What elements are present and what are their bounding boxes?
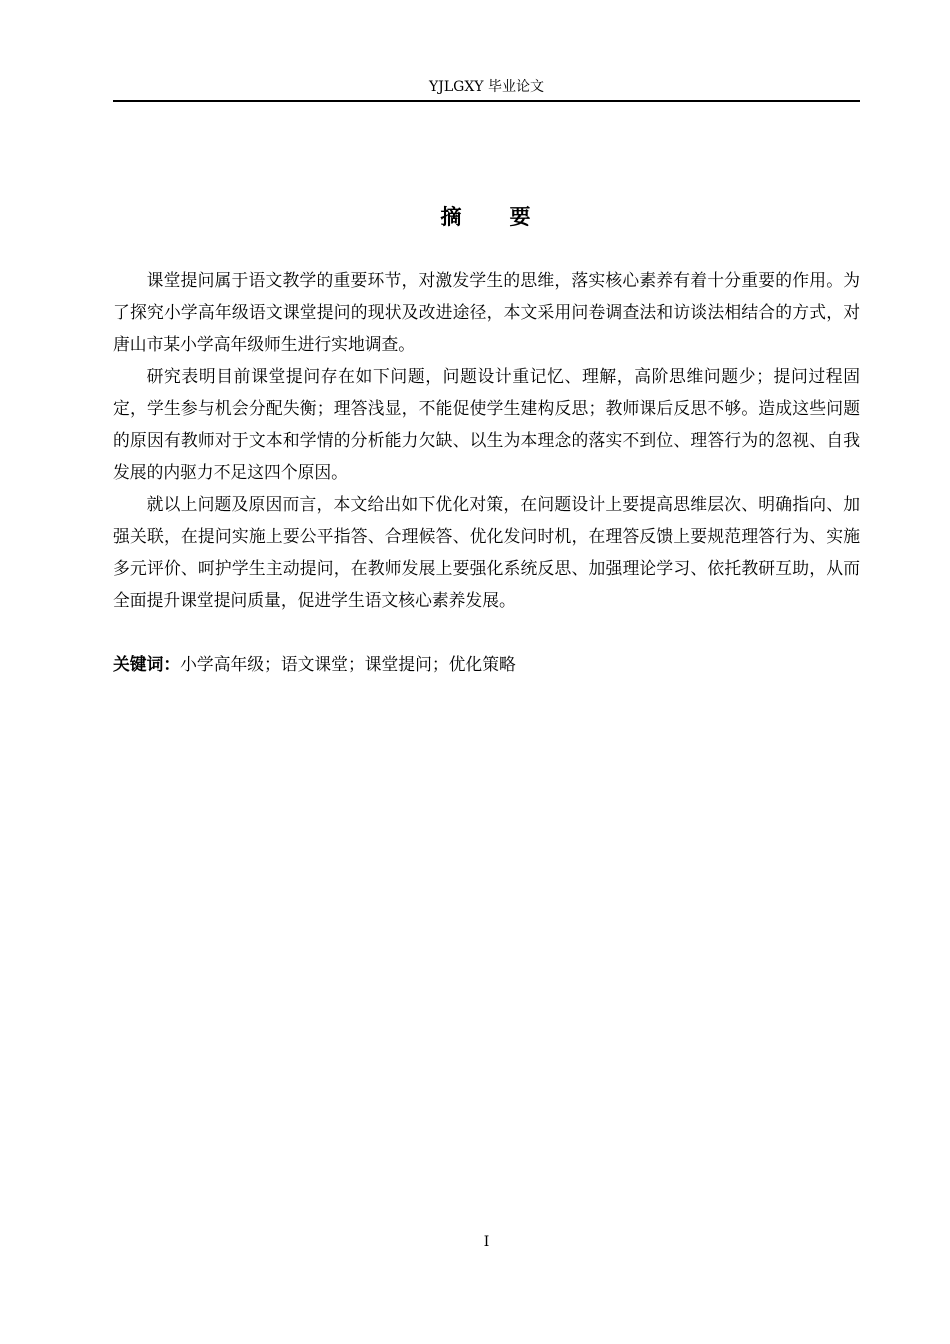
running-header: YJLGXY 毕业论文 xyxy=(429,79,544,95)
keywords-label: 关键词： xyxy=(113,654,181,674)
abstract-body xyxy=(113,264,860,616)
page-number: I xyxy=(483,1234,490,1250)
abstract-title: 摘 要 xyxy=(440,205,533,229)
abstract-paragraph-1: 课堂提问属于语文教学的重要环节，对激发学生的思维，落实核心素养有着十分重要的作用。为了探究小学高年级语文课堂提问的现状及改进途径，本文采用问卷调查法和访谈法相结合的方式，对唐山市某小学高年级师生进行实地调查。 xyxy=(113,270,860,354)
abstract-paragraph-2: 研究表明目前课堂提问存在如下问题，问题设计重记忆、理解，高阶思维问题少；提问过程固定，学生参与机会分配失衡；理答浅显，不能促使学生建构反思；教师课后反思不够。造成这些问题的原因有教师对于文本和学情的分析能力欠缺、以生为本理念的落实不到位、理答行为的忽视、自我发展的内驱力不足这四个原因。 xyxy=(113,366,860,482)
header-rule xyxy=(113,100,860,102)
abstract-paragraph-3: 就以上问题及原因而言，本文给出如下优化对策，在问题设计上要提高思维层次、明确指向、加强关联，在提问实施上要公平指答、合理候答、优化发问时机，在理答反馈上要规范理答行为、实施多元评价、呵护学生主动提问，在教师发展上要强化系统反思、加强理论学习、依托教研互助，从而全面提升课堂提问质量，促进学生语文核心素养发展。 xyxy=(113,494,860,610)
keywords-line xyxy=(113,648,860,680)
keywords-text: 小学高年级；语文课堂；课堂提问；优化策略 xyxy=(180,654,516,674)
